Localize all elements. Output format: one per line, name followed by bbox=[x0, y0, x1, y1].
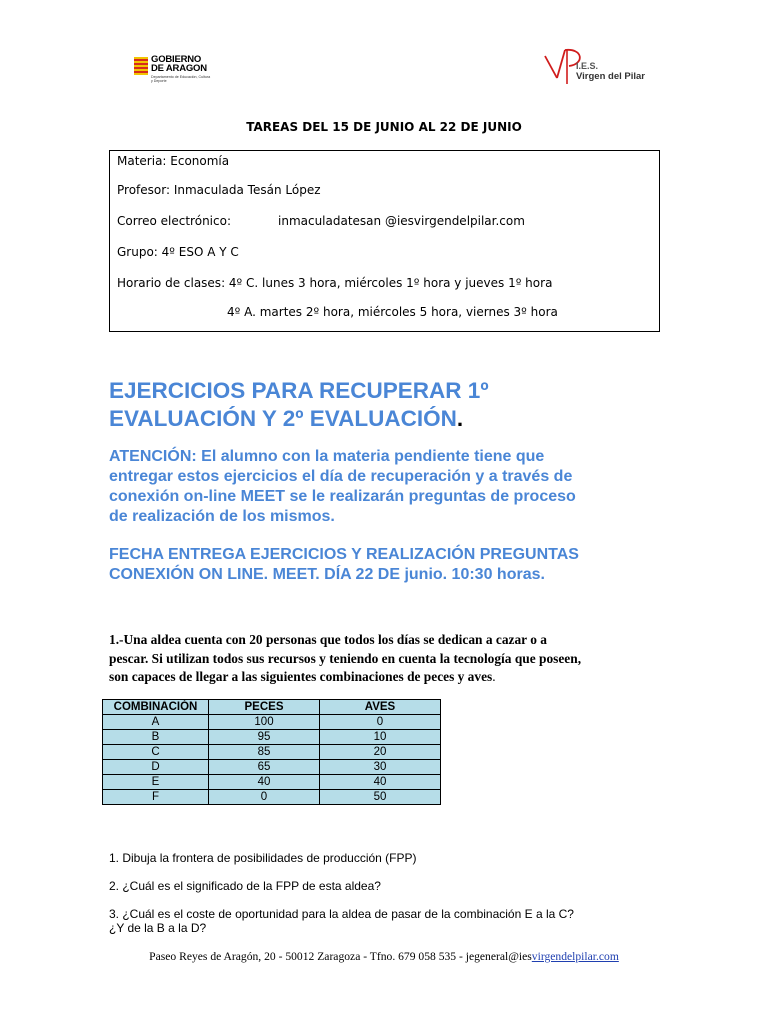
horario-line-2: 4º A. martes 2º hora, miércoles 5 hora, viernes 3º hora bbox=[227, 305, 558, 319]
gobierno-name bbox=[151, 55, 207, 73]
heading-period: . bbox=[456, 406, 464, 431]
heading-line-1: EJERCICIOS PARA RECUPERAR 1º bbox=[109, 378, 489, 403]
question-3-line-1: 3. ¿Cuál es el coste de oportunidad para la aldea de pasar de la combinación E a la C? bbox=[109, 907, 574, 921]
attention-line-2: entregar estos ejercicios el día de recuperación y a través de bbox=[109, 468, 573, 485]
table-cell: 40 bbox=[209, 775, 320, 790]
table-cell: 50 bbox=[320, 790, 441, 805]
question-1: 1. Dibuja la frontera de posibilidades de producción (FPP) bbox=[109, 851, 417, 865]
attention-line-3: conexión on-line MEET se le realizarán preguntas de proceso bbox=[109, 488, 576, 505]
table-cell: 0 bbox=[209, 790, 320, 805]
exercise-1-line-3-text: son capaces de llegar a las siguientes combinaciones de peces y aves bbox=[109, 669, 493, 684]
table-cell: D bbox=[103, 760, 209, 775]
table-cell: 100 bbox=[209, 715, 320, 730]
question-3-line-2: ¿Y de la B a la D? bbox=[109, 921, 207, 935]
table-cell: C bbox=[103, 745, 209, 760]
correo-label: Correo electrónico: bbox=[117, 214, 231, 228]
exercise-1-statement bbox=[109, 631, 669, 687]
question-3 bbox=[109, 907, 669, 935]
ies-school-name: Virgen del Pilar bbox=[576, 71, 645, 82]
heading-line-2 bbox=[109, 405, 669, 433]
exercise-1-line-3 bbox=[109, 668, 669, 687]
horario-line-1: Horario de clases: 4º C. lunes 3 hora, miércoles 1º hora y jueves 1º hora bbox=[117, 276, 553, 290]
table-cell: 65 bbox=[209, 760, 320, 775]
exercise-1-line-1: 1.-Una aldea cuenta con 20 personas que todos los días se dedican a cazar o a bbox=[109, 632, 547, 647]
main-heading bbox=[109, 377, 669, 433]
gobierno-aragon-logo bbox=[134, 55, 224, 89]
table-header-aves: AVES bbox=[320, 700, 441, 715]
delivery-date-paragraph bbox=[109, 545, 669, 585]
grupo-line: Grupo: 4º ESO A Y C bbox=[117, 245, 239, 259]
course-info-box bbox=[109, 150, 660, 332]
table-row bbox=[103, 730, 441, 745]
aragon-flag-icon bbox=[134, 57, 148, 75]
profesor-line: Profesor: Inmaculada Tesán López bbox=[117, 183, 321, 197]
correo-value: inmaculadatesan @iesvirgendelpilar.com bbox=[278, 214, 525, 228]
exercise-1-line-2: pescar. Si utilizan todos sus recursos y teniendo en cuenta la tecnología que poseen, bbox=[109, 650, 582, 666]
table-cell: 20 bbox=[320, 745, 441, 760]
table-row bbox=[103, 715, 441, 730]
table-row bbox=[103, 790, 441, 805]
table-cell: 85 bbox=[209, 745, 320, 760]
gobierno-line2: DE ARAGON bbox=[151, 63, 207, 74]
question-2: 2. ¿Cuál es el significado de la FPP de esta aldea? bbox=[109, 879, 381, 893]
table-cell: 95 bbox=[209, 730, 320, 745]
table-header-row bbox=[103, 700, 441, 715]
exercise-1-line-3-end: . bbox=[492, 669, 496, 684]
gobierno-department: Departamento de Educación, Cultura y Deporte bbox=[151, 75, 211, 83]
table-cell: 0 bbox=[320, 715, 441, 730]
table-cell: E bbox=[103, 775, 209, 790]
document-title: TAREAS DEL 15 DE JUNIO AL 22 DE JUNIO bbox=[246, 120, 522, 134]
attention-line-1: ATENCIÓN: El alumno con la materia pendiente tiene que bbox=[109, 448, 545, 465]
table-cell: F bbox=[103, 790, 209, 805]
materia-line: Materia: Economía bbox=[117, 154, 230, 168]
table-row bbox=[103, 775, 441, 790]
table-cell: 40 bbox=[320, 775, 441, 790]
table-row bbox=[103, 760, 441, 775]
fecha-line-2: CONEXIÓN ON LINE. MEET. DÍA 22 DE junio. 10:30 horas. bbox=[109, 566, 545, 583]
fecha-line-1: FECHA ENTREGA EJERCICIOS Y REALIZACIÓN PREGUNTAS bbox=[109, 546, 579, 563]
ies-name: I.E.S. bbox=[576, 61, 599, 71]
combinations-table bbox=[102, 699, 441, 805]
heading-line-2-text: EVALUACIÓN Y 2º EVALUACIÓN bbox=[109, 406, 457, 431]
table-cell: 30 bbox=[320, 760, 441, 775]
table-header-peces: PECES bbox=[209, 700, 320, 715]
page-footer bbox=[0, 950, 768, 963]
table-cell: 10 bbox=[320, 730, 441, 745]
ies-logo bbox=[543, 48, 653, 88]
footer-website-link[interactable]: virgendelpilar.com bbox=[531, 950, 619, 963]
attention-line-4: de realización de los mismos. bbox=[109, 508, 335, 525]
gobierno-line1: GOBIERNO bbox=[151, 54, 202, 65]
table-cell: A bbox=[103, 715, 209, 730]
table-header-combinacion: COMBINACIÓN bbox=[103, 700, 209, 715]
footer-address: Paseo Reyes de Aragón, 20 - 50012 Zaragoza - Tfno. 679 058 535 - jegeneral@ies bbox=[149, 950, 532, 963]
table-row bbox=[103, 745, 441, 760]
attention-paragraph bbox=[109, 447, 669, 527]
table-cell: B bbox=[103, 730, 209, 745]
